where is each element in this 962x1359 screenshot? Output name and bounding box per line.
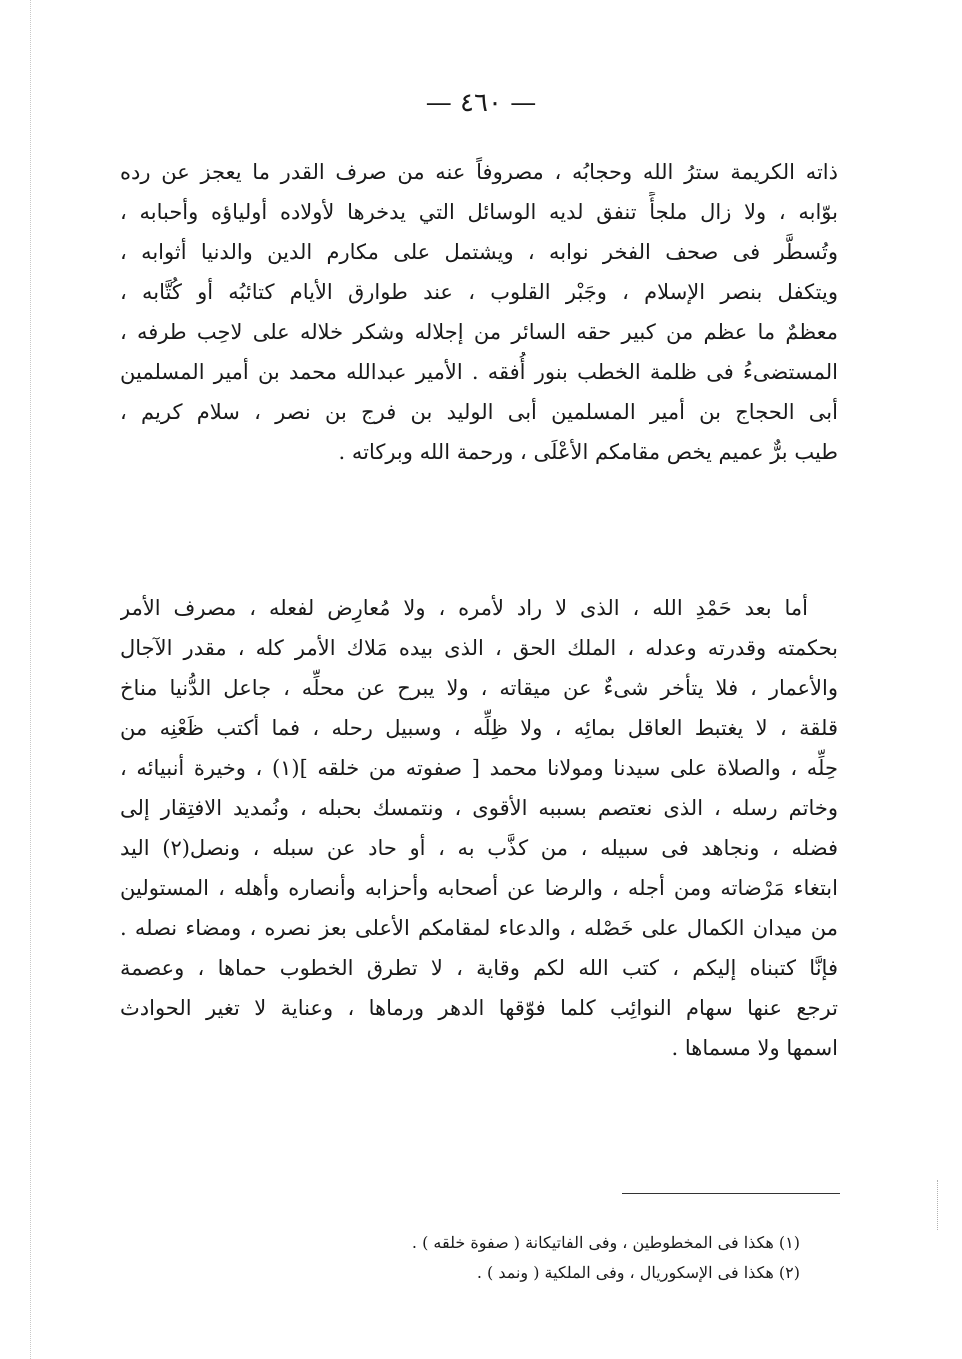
text-line: ابتغاء مَرْضاته ومن أجله ، والرضا عن أصحابه وأحزابه وأنصاره وأهله ، المستولين	[120, 876, 838, 900]
text-line: فإنَّا كتبناه إليكم ، كتب الله لكم وقاية ، لا تطرق الخطوب حماها ، وعصمة	[120, 956, 838, 980]
text-line: والأعمار ، فلا يتأخر شىءٌ عن ميقاته ، ولا يبرح عن محلِّه ، جاعل الدُّنيا مناخ	[120, 676, 838, 700]
text-line: طيب برٌّ عميم يخص مقامكم الأعْلَى ، ورحمة الله وبركاته .	[338, 440, 838, 464]
paragraph-1	[120, 152, 838, 472]
text-line: ذاته الكريمة سترُ الله وحجابُه ، مصروفاً عنه من صرف القدر ما يعجز عن رده	[120, 160, 838, 184]
text-line: وخاتم رسله ، الذى نعتصم بسببه الأقوى ، ونتمسك بحبله ، ونُمديد الافتِقار إلى	[120, 796, 838, 820]
text-line: معظمٌ ما عظم من كبير حقه السائر من إجلاله وشكر خلاله على لاحِب طرفه ،	[120, 320, 838, 344]
text-line: اسمها ولا مسماها .	[671, 1036, 838, 1060]
text-line: وتُسطَّر فى صحف الفخر نوابه ، ويشتمل على مكارم الدين والدنيا أثوابه ،	[120, 240, 838, 264]
text-line: من ميدان الكمال على خَصْله ، والدعاء لمقامكم الأعلى بعز نصره ، ومضاء نصله .	[120, 916, 838, 940]
text-line: أبى الحجاج بن أمير المسلمين أبى الوليد بن فرج بن نصر ، سلام كريم ،	[120, 400, 838, 424]
text-line: أما بعد حَمْدِ الله ، الذى لا راد لأمره ، ولا مُعارِض لفعله ، مصرف الأمر	[120, 596, 808, 620]
paragraph-2	[120, 588, 838, 1068]
text-line: فضله ، ونجاهد فى سبيله ، من كذَّب به ، أو حاد عن سبله ، ونصل(٢) اليد	[120, 836, 838, 860]
footnote-divider	[622, 1193, 840, 1194]
text-line: قلقة ، لا يغتبط العاقل بمائِه ، ولا ظِلِّه ، وسبيل رحله ، فما أكتب ظَعْنِه من	[120, 716, 838, 740]
text-line: المستضىءُ فى ظلمة الخطب بنور أُفقه . الأمير عبدالله محمد بن أمير المسلمين	[120, 360, 838, 384]
text-line: بحكمته وقدرته وعدله ، الملك الحق ، الذى بيده مَلاك الأمر كله ، مقدر الآجال	[120, 636, 838, 660]
text-line: حِلِّه ، والصلاة على سيدنا ومولانا محمد [ صفوته من خلقه ](١) ، وخيرة أنبيائه ،	[120, 756, 838, 780]
footnote-1: (١) هكذا فى المخطوطين ، وفى الفاتيكانة ( صفوة خلقه ) .	[411, 1233, 800, 1252]
footnotes	[380, 1228, 800, 1288]
scan-edge-mark	[937, 1180, 938, 1230]
text-line: ترجع عنها سهام النوائِب كلما فوّقها الدهر ورماها ، وعناية لا تغير الحوادث	[120, 996, 838, 1020]
text-line: ويتكفل بنصر الإسلام ، وجَبْر القلوب ، عند طوارق الأيام كتائبُه أو كُتَّابه ،	[120, 280, 838, 304]
footnote-2: (٢) هكذا فى الإسكوريال ، وفى الملكية ( ونمد ) .	[476, 1263, 800, 1282]
page-number: — ٤٦٠ —	[425, 88, 537, 118]
text-line: بوّابه ، ولا زال ملجأً تنفق لديه الوسائل التي يدخرها لأولاده أولياؤه وأحبابه ،	[120, 200, 838, 224]
scan-edge-line	[30, 0, 31, 1359]
